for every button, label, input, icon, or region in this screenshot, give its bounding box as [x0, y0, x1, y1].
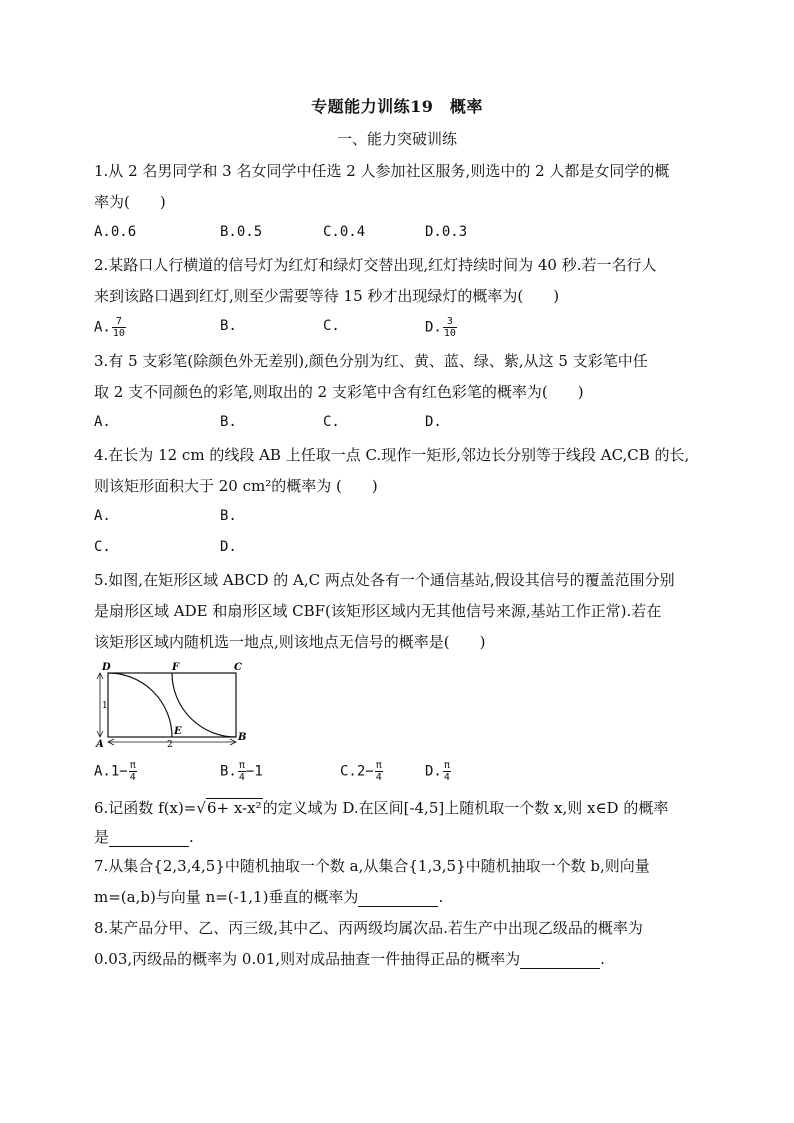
q7-text-line1: 7.从集合{2,3,4,5}中随机抽取一个数 a,从集合{1,3,5}中随机抽取一个数 b,则向量: [94, 857, 650, 875]
q7-text-line2: m=(a,b)与向量 n=(-1,1)垂直的概率为 .: [94, 888, 444, 906]
q3-option-b: B.: [220, 414, 237, 430]
page-title: 专题能力训练19 概率: [311, 97, 483, 116]
q5-text-line1: 5.如图,在矩形区域 ABCD 的 A,C 两点处各有一个通信基站,假设其信号的覆盖范围分别: [94, 571, 675, 589]
q5-text-line3: 该矩形区域内随机选一地点,则该地点无信号的概率是( ): [94, 633, 486, 651]
rectangle-abcd: [108, 673, 236, 737]
q3-option-c: C.: [323, 414, 340, 430]
fraction: $\frac{\pi}{4}$: [129, 760, 136, 783]
fraction: $\frac{3}{10}$: [443, 316, 456, 339]
q4-option-d: D.: [220, 539, 237, 555]
q4-option-b: B.: [220, 508, 237, 524]
label-b: B: [238, 732, 247, 743]
q1-option-c: C.0.4: [323, 224, 366, 240]
q2-option-a: A. $\frac{7}{10}$: [94, 316, 125, 339]
q1-option-d: D.0.3: [425, 224, 468, 240]
q5-option-d: D. $\frac{\pi}{4}$: [425, 760, 450, 783]
q5-option-c: C.2− $\frac{\pi}{4}$: [340, 760, 382, 783]
q2-option-d: D. $\frac{3}{10}$: [425, 316, 456, 339]
fraction: $\frac{\pi}{4}$: [238, 760, 245, 783]
q4-option-a: A.: [94, 508, 111, 524]
q2-option-c: C.: [323, 318, 340, 334]
q4-text-line2: 则该矩形面积大于 20 cm²的概率为 ( ): [94, 477, 378, 495]
geometry-diagram: [94, 660, 254, 748]
fraction: $\frac{\pi}{4}$: [443, 760, 450, 783]
q3-text-line2: 取 2 支不同颜色的彩笔,则取出的 2 支彩笔中含有红色彩笔的概率为( ): [94, 383, 584, 401]
q8-text-line1: 8.某产品分甲、乙、丙三级,其中乙、丙两级均属次品.若生产中出现乙级品的概率为: [94, 919, 643, 937]
label-f: F: [172, 662, 180, 673]
q5-option-b: B. $\frac{\pi}{4}$ −1: [220, 760, 263, 783]
sector-arc-ade: [108, 673, 172, 737]
base-length-label: 2: [167, 740, 173, 748]
q5-option-a: A.1− $\frac{\pi}{4}$: [94, 760, 136, 783]
q5-text-line2: 是扇形区域 ADE 和扇形区域 CBF(该矩形区域内无其他信号来源,基站工作正常).若在: [94, 602, 662, 620]
label-d: D: [102, 662, 111, 673]
q3-option-a: A.: [94, 414, 111, 430]
label-c: C: [234, 662, 242, 673]
q3-option-d: D.: [425, 414, 442, 430]
q6-text-line1: 6.记函数 f(x)=√6+ x-x²的定义域为 D.在区间[-4,5]上随机取一个数 x,则 x∈D 的概率: [94, 799, 669, 817]
side-length-label: 1: [102, 701, 108, 711]
q3-text-line1: 3.有 5 支彩笔(除颜色外无差别),颜色分别为红、黄、蓝、绿、紫,从这 5 支彩笔中任: [94, 352, 648, 370]
label-a: A: [96, 739, 104, 748]
q2-option-b: B.: [220, 318, 237, 334]
q4-option-c: C.: [94, 539, 111, 555]
q1-text-line2: 率为( ): [94, 193, 166, 211]
square-root: 6+ x-x²: [206, 799, 262, 817]
answer-blank[interactable]: [520, 954, 600, 969]
answer-blank[interactable]: [358, 892, 438, 907]
q6-text-line2: 是 .: [94, 828, 194, 846]
q1-option-b: B.0.5: [220, 224, 263, 240]
q8-text-line2: 0.03,丙级品的概率为 0.01,则对成品抽查一件抽得正品的概率为 .: [94, 950, 605, 968]
q2-text-line1: 2.某路口人行横道的信号灯为红灯和绿灯交替出现,红灯持续时间为 40 秒.若一名行人: [94, 256, 657, 274]
q1-option-a: A.0.6: [94, 224, 137, 240]
q1-text-line1: 1.从 2 名男同学和 3 名女同学中任选 2 人参加社区服务,则选中的 2 人都是女同学的概: [94, 162, 670, 180]
section-heading: 一、能力突破训练: [336, 130, 457, 148]
answer-blank[interactable]: [109, 832, 189, 847]
q4-text-line1: 4.在长为 12 cm 的线段 AB 上任取一点 C.现作一矩形,邻边长分别等于线段 AC,CB 的长,: [94, 446, 690, 464]
label-e: E: [174, 726, 182, 737]
fraction: $\frac{\pi}{4}$: [375, 760, 382, 783]
rectangle-sector-figure: [94, 660, 254, 752]
fraction: $\frac{7}{10}$: [112, 316, 125, 339]
q2-text-line2: 来到该路口遇到红灯,则至少需要等待 15 秒才出现绿灯的概率为( ): [94, 287, 560, 305]
